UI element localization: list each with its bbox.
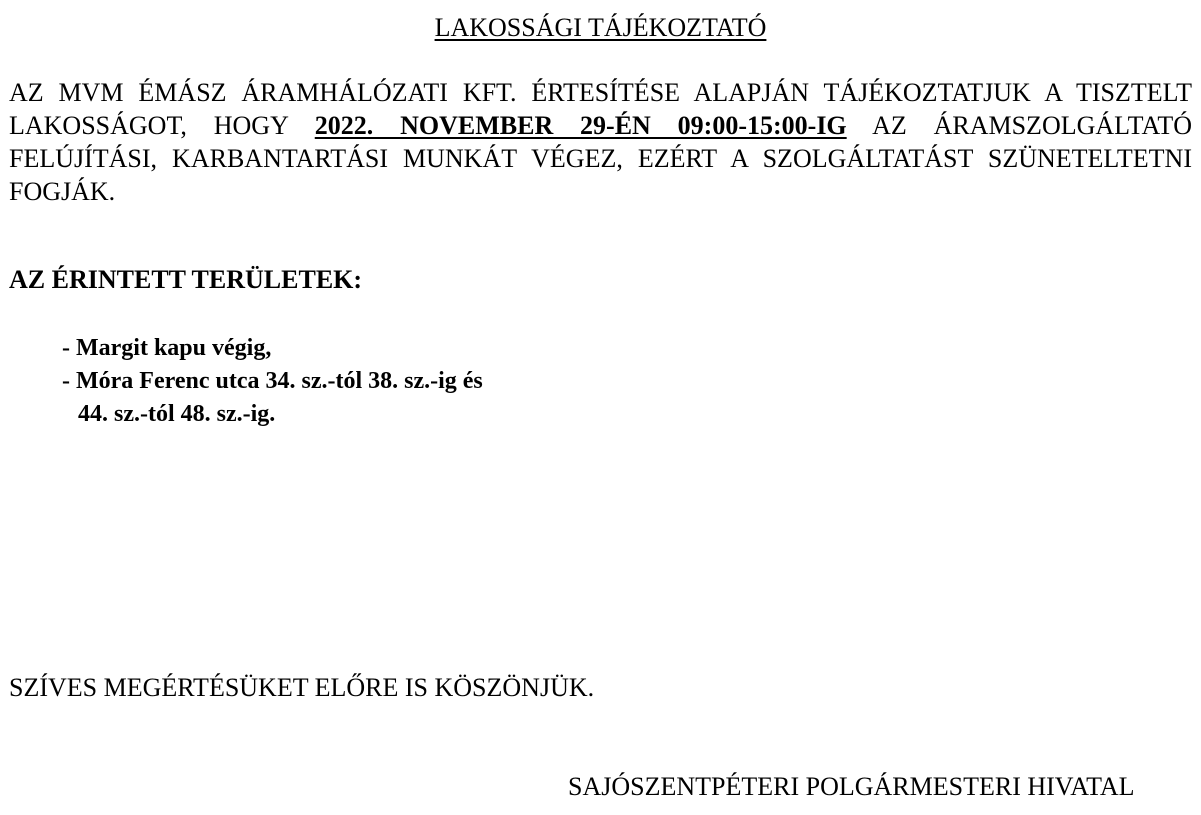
page-title [0, 12, 1201, 44]
outage-date: 2022. NOVEMBER 29-ÉN 09:00-15:00-IG [314, 111, 847, 140]
signature: SAJÓSZENTPÉTERI POLGÁRMESTERI HIVATAL [568, 772, 1135, 801]
area-item [62, 365, 483, 431]
area-item-text: - Margit kapu végig, [62, 335, 272, 361]
intro-text-start: AZ MVM ÉMÁSZ ÁRAMHÁLÓZATI KFT. ÉRTESÍTÉSE ALAPJÁN TÁJÉKOZTATJUK A TISZTELT LAKOSSÁGOT, HOGY [9, 78, 1192, 140]
closing-text: SZÍVES MEGÉRTÉSÜKET ELŐRE IS KÖSZÖNJÜK. [9, 673, 595, 702]
intro-paragraph [9, 76, 1192, 208]
affected-areas-list [62, 332, 483, 431]
intro-text-end: AZ ÁRAMSZOLGÁLTATÓ FELÚJÍTÁSI, KARBANTARTÁSI MUNKÁT VÉGEZ, EZÉRT A SZOLGÁLTATÁST SZÜNETELTETNI FOGJÁK. [9, 111, 1193, 206]
title-text: LAKOSSÁGI TÁJÉKOZTATÓ [434, 13, 767, 42]
area-item-continuation: 44. sz.-tól 48. sz.-ig. [78, 401, 276, 427]
area-item [62, 332, 483, 365]
area-item-text: - Móra Ferenc utca 34. sz.-tól 38. sz.-ig és [62, 368, 483, 394]
affected-areas-heading: AZ ÉRINTETT TERÜLETEK: [9, 265, 363, 294]
